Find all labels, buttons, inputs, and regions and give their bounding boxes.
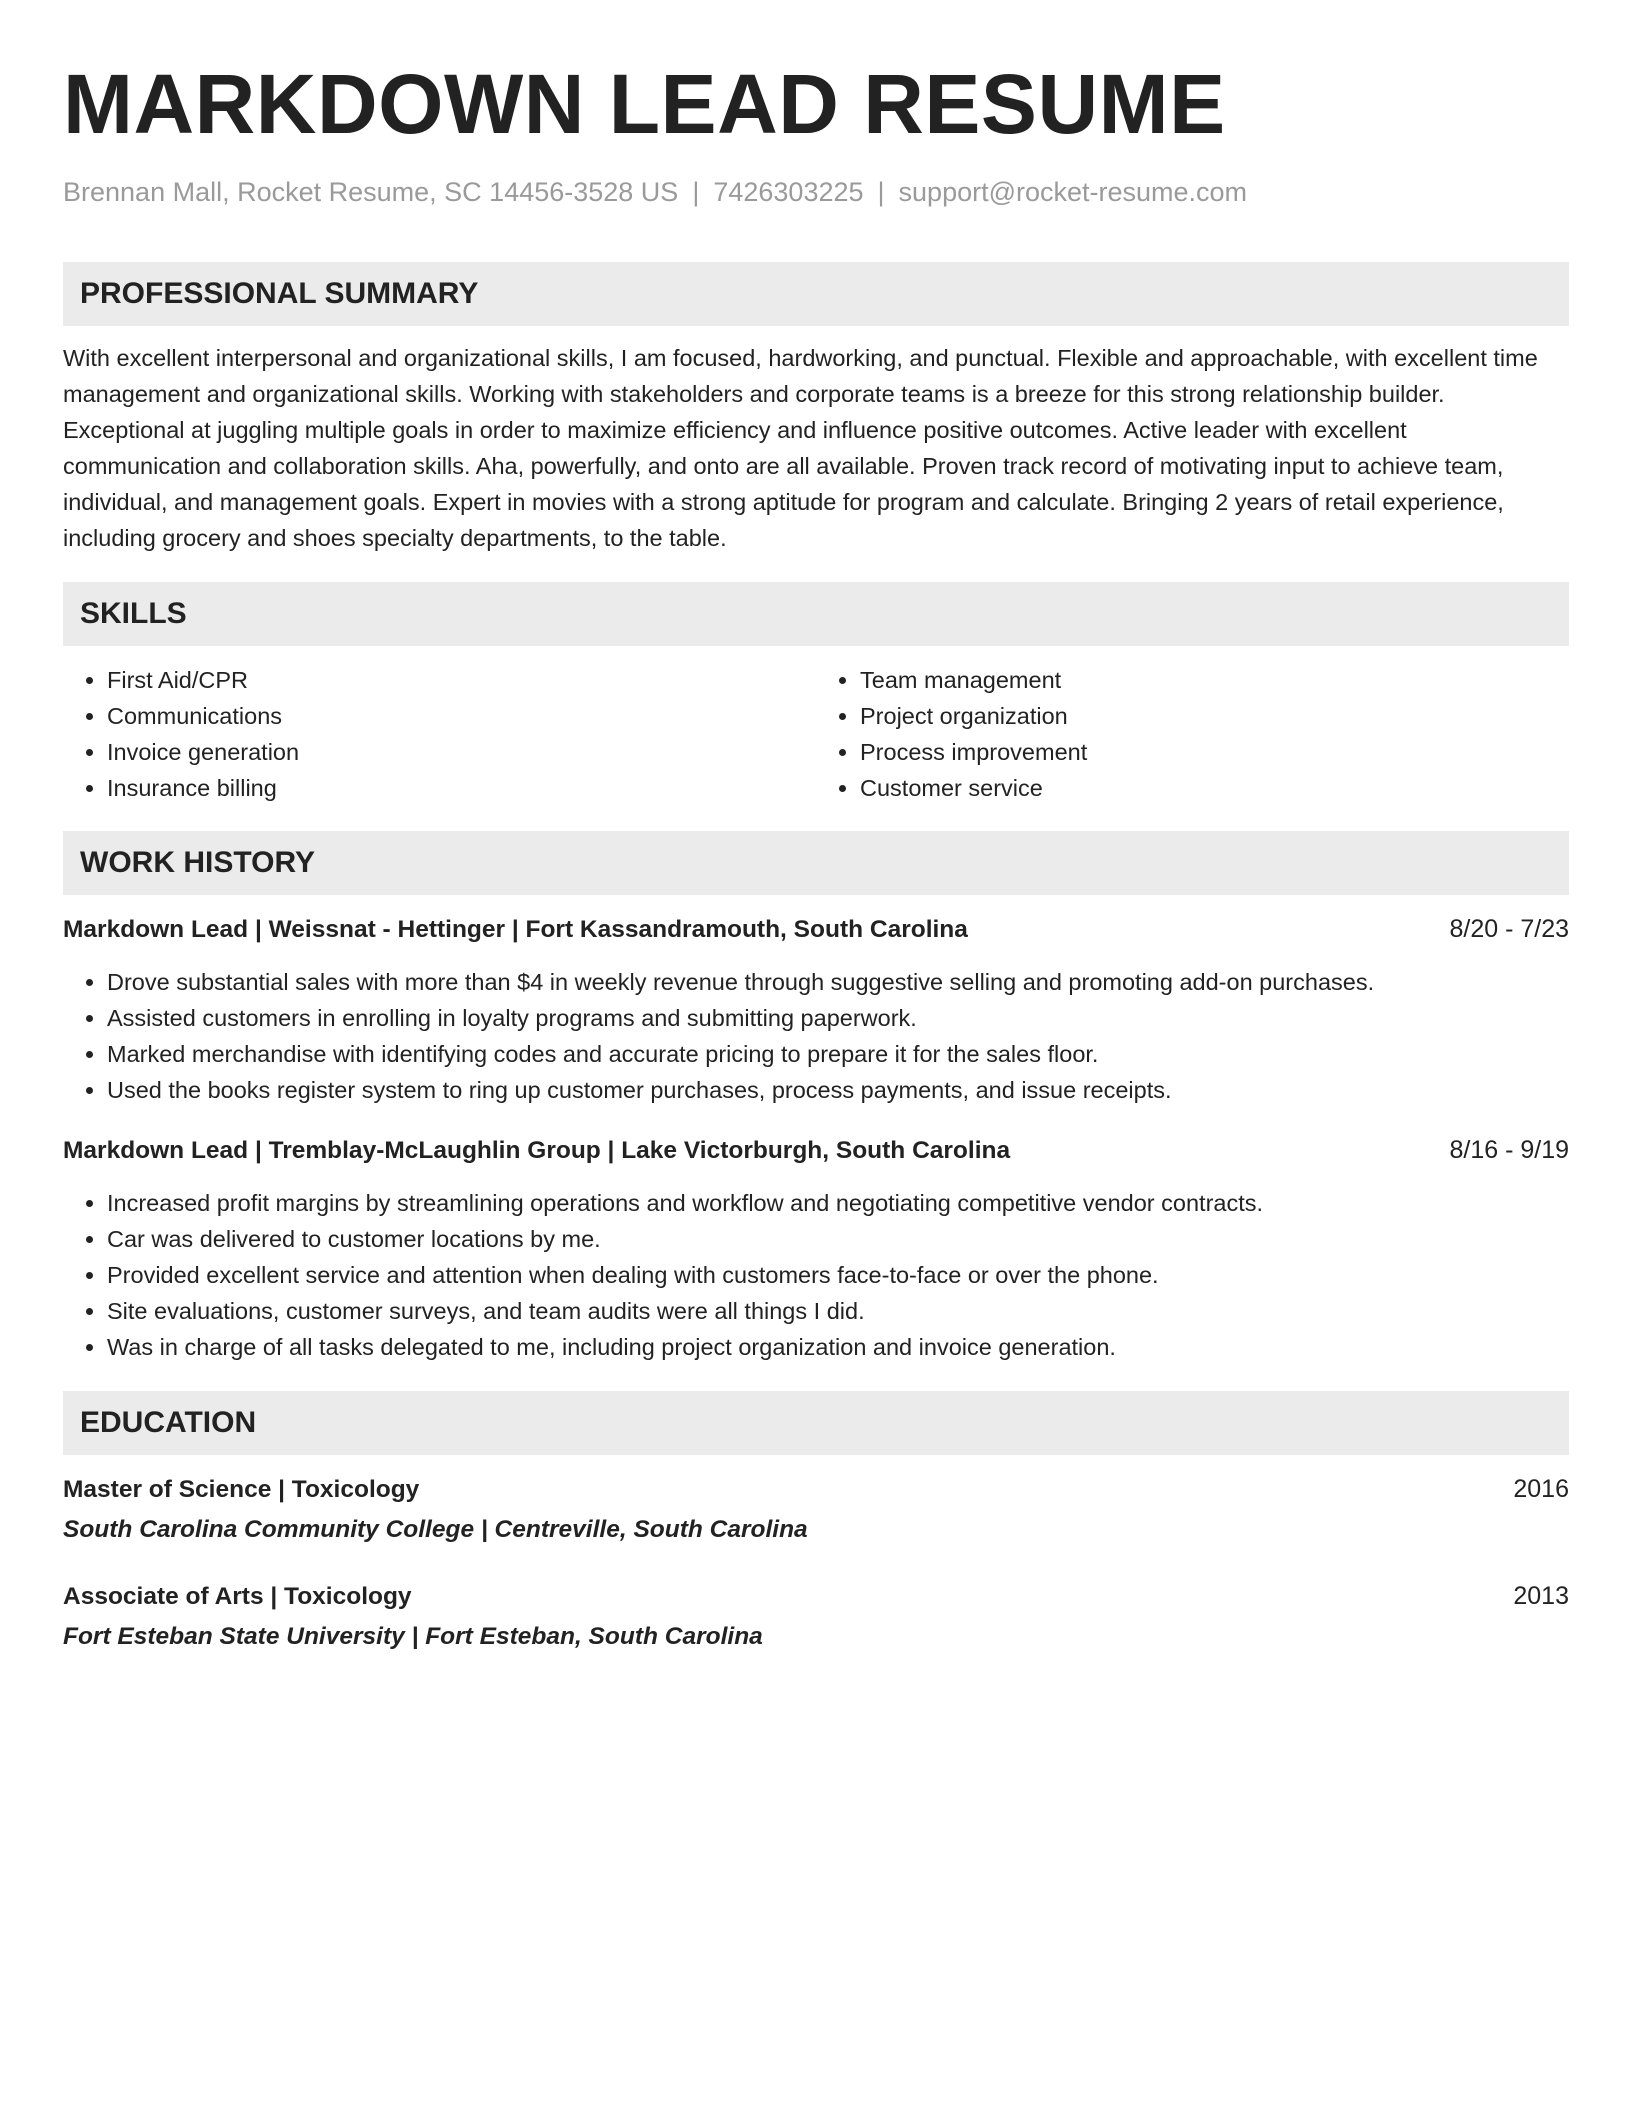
skills-column-right <box>816 662 1569 806</box>
education-header <box>63 1578 1569 1615</box>
education-entry <box>63 1471 1569 1548</box>
contact-separator: | <box>877 177 885 207</box>
education-header <box>63 1471 1569 1508</box>
job-bullet: • Site evaluations, customer surveys, and team audits were all things I did. <box>107 1293 1569 1329</box>
job-bullet: • Increased profit margins by streamlining operations and workflow and negotiating competitive vendor contracts. <box>107 1185 1569 1221</box>
job-dates: 8/20 - 7/23 <box>1449 915 1569 943</box>
job-bullets <box>63 1185 1569 1365</box>
section-heading-education: EDUCATION <box>63 1391 1569 1455</box>
job-bullets <box>63 964 1569 1108</box>
skill-item: • Customer service <box>860 770 1569 806</box>
skill-item: • Communications <box>107 698 816 734</box>
skill-item: • Invoice generation <box>107 734 816 770</box>
section-heading-summary: PROFESSIONAL SUMMARY <box>63 262 1569 326</box>
job-dates: 8/16 - 9/19 <box>1449 1136 1569 1164</box>
job-entry <box>63 911 1569 1108</box>
job-header <box>63 1132 1569 1169</box>
education-year: 2013 <box>1513 1582 1569 1610</box>
job-bullet: • Provided excellent service and attention when dealing with customers face-to-face or over the phone. <box>107 1257 1569 1293</box>
job-bullet: • Was in charge of all tasks delegated to me, including project organization and invoice generation. <box>107 1329 1569 1365</box>
job-entry <box>63 1132 1569 1365</box>
contact-email: support@rocket-resume.com <box>898 177 1248 207</box>
summary-text: With excellent interpersonal and organizational skills, I am focused, hardworking, and punctual. Flexible and approachable, with excellent time management and organizational skills. Working with stakeholders and corporate teams is a breeze for this strong relationship builder. Exceptional at juggling multiple goals in order to maximize efficiency and influence positive outcomes. Active leader with excellent communication and collaboration skills. Aha, powerfully, and onto are all available. Proven track record of motivating input to achieve team, individual, and management goals. Expert in movies with a strong aptitude for program and calculate. Bringing 2 years of retail experience, including grocery and shoes specialty departments, to the table. <box>63 345 1538 551</box>
skills-list <box>63 662 1569 806</box>
resume-title: MARKDOWN LEAD RESUME <box>63 57 1226 151</box>
education-degree: Associate of Arts | Toxicology <box>63 1583 412 1610</box>
education-year: 2016 <box>1513 1475 1569 1503</box>
section-heading-skills: SKILLS <box>63 582 1569 646</box>
contact-phone: 7426303225 <box>713 177 864 207</box>
skills-column-left <box>63 662 816 806</box>
job-title: Markdown Lead | Tremblay-McLaughlin Group | Lake Victorburgh, South Carolina <box>63 1137 1011 1164</box>
contact-separator: | <box>692 177 700 207</box>
contact-address: Brennan Mall, Rocket Resume, SC 14456-3528 US <box>63 177 679 207</box>
job-header <box>63 911 1569 948</box>
job-bullet: • Car was delivered to customer locations by me. <box>107 1221 1569 1257</box>
job-bullet: • Assisted customers in enrolling in loyalty programs and submitting paperwork. <box>107 1000 1569 1036</box>
education-school: Fort Esteban State University | Fort Esteban, South Carolina <box>63 1623 763 1650</box>
education-entry <box>63 1578 1569 1655</box>
contact-line <box>63 174 1569 210</box>
skill-item: • Team management <box>860 662 1569 698</box>
job-bullet: • Marked merchandise with identifying codes and accurate pricing to prepare it for the sales floor. <box>107 1036 1569 1072</box>
skill-item: • Insurance billing <box>107 770 816 806</box>
skill-item: • Project organization <box>860 698 1569 734</box>
skill-item: • Process improvement <box>860 734 1569 770</box>
job-title: Markdown Lead | Weissnat - Hettinger | Fort Kassandramouth, South Carolina <box>63 916 968 943</box>
section-heading-work-history: WORK HISTORY <box>63 831 1569 895</box>
job-bullet: • Drove substantial sales with more than $4 in weekly revenue through suggestive selling and promoting add-on purchases. <box>107 964 1569 1000</box>
education-school: South Carolina Community College | Centreville, South Carolina <box>63 1516 808 1543</box>
education-degree: Master of Science | Toxicology <box>63 1476 420 1503</box>
skill-item: • First Aid/CPR <box>107 662 816 698</box>
job-bullet: • Used the books register system to ring up customer purchases, process payments, and issue receipts. <box>107 1072 1569 1108</box>
